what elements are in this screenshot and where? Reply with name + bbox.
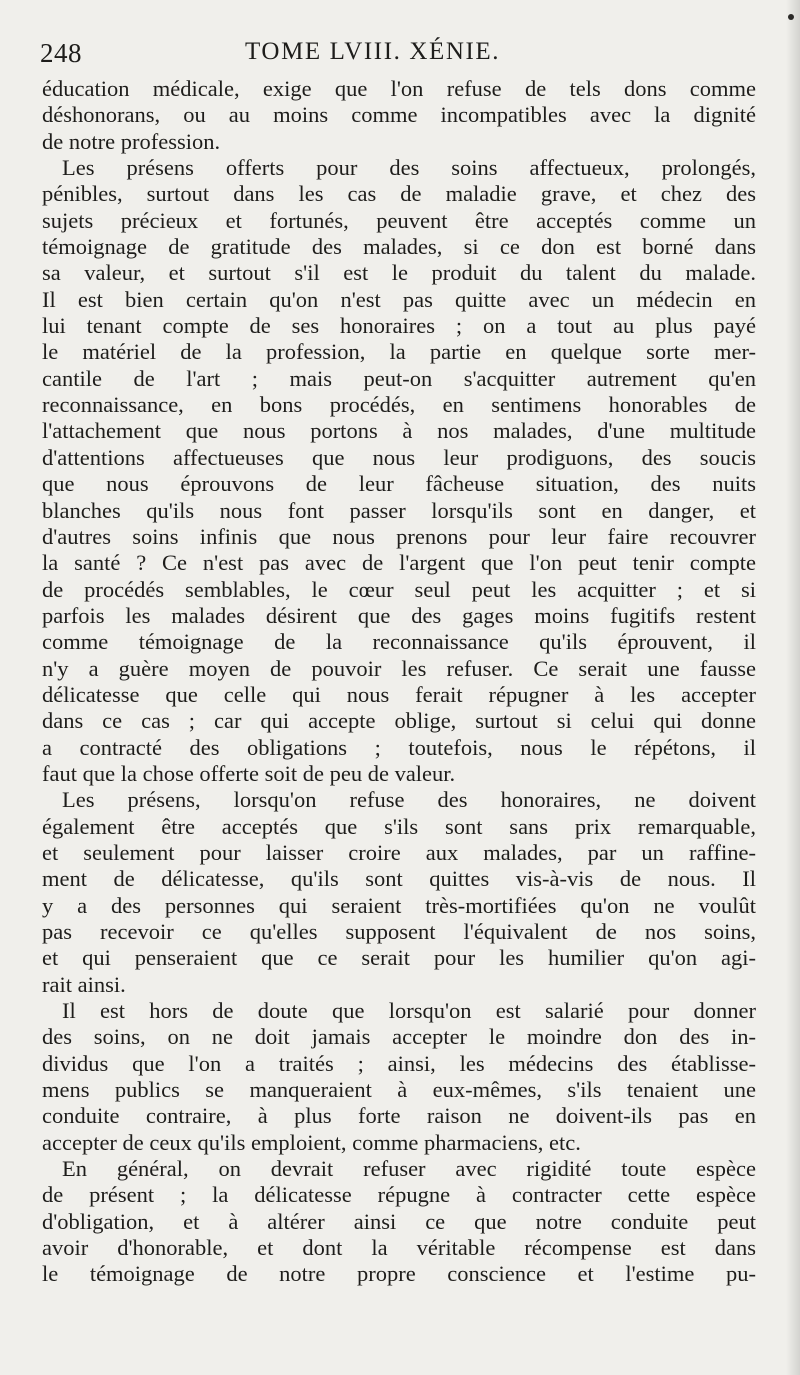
page-edge-shadow [786, 0, 800, 1375]
text-line: Il est bien certain qu'on n'est pas quitte avec un médecin en [42, 286, 756, 312]
text-line: d'obligation, et à altérer ainsi ce que notre conduite peut [42, 1208, 756, 1234]
paragraph-first-line: Les présens, lorsqu'on refuse des honoraires, ne doivent [62, 787, 756, 813]
text-line: n'y a guère moyen de pouvoir les refuser. Ce serait une fausse [42, 655, 756, 681]
text-line: d'autres soins infinis que nous prenons pour leur faire recouvrer [42, 523, 756, 549]
paragraph-first-line: Il est hors de doute que lorsqu'on est salarié pour donner [62, 998, 756, 1024]
body-text [42, 76, 756, 1288]
text-line: l'attachement que nous portons à nos malades, d'une multitude [42, 418, 756, 444]
text-line: le témoignage de notre propre conscience et l'estime pu- [42, 1261, 756, 1287]
running-title: TOME LVIII. XÉNIE. [245, 38, 501, 65]
text-line: témoignage de gratitude des malades, si ce don est borné dans [42, 234, 756, 260]
text-line: accepter de ceux qu'ils emploient, comme pharmaciens, etc. [42, 1129, 581, 1155]
text-line: des soins, on ne doit jamais accepter le moindre don des in- [42, 1024, 756, 1050]
text-line: parfois les malades désirent que des gages moins fugitifs restent [42, 602, 756, 628]
paragraph-first-line: En général, on devrait refuser avec rigidité toute espèce [62, 1156, 756, 1182]
text-line: y a des personnes qui seraient très-mortifiées qu'on ne voulût [42, 892, 756, 918]
text-line: dans ce cas ; car qui accepte oblige, surtout si celui qui donne [42, 708, 756, 734]
text-line: pénibles, surtout dans les cas de maladie grave, et chez des [42, 181, 756, 207]
text-line: que nous éprouvons de leur fâcheuse situation, des nuits [42, 471, 756, 497]
text-line: éducation médicale, exige que l'on refuse de tels dons comme [42, 76, 756, 101]
text-line: de procédés semblables, le cœur seul peut les acquitter ; et si [42, 576, 756, 602]
text-line: comme témoignage de la reconnaissance qu'ils éprouvent, il [42, 629, 756, 655]
text-line: pas recevoir ce qu'elles supposent l'équivalent de nos soins, [42, 919, 756, 944]
text-line: déshonorans, ou au moins comme incompatibles avec la dignité [42, 102, 756, 128]
text-line: sa valeur, et surtout s'il est le produit du talent du malade. [42, 260, 756, 286]
edge-mark [788, 14, 794, 20]
page-header [40, 38, 752, 72]
text-line: ment de délicatesse, qu'ils sont quittes vis-à-vis de nous. Il [42, 866, 756, 892]
text-line: le matériel de la profession, la partie en quelque sorte mer- [42, 339, 756, 365]
text-line: cantile de l'art ; mais peut-on s'acquitter autrement qu'en [42, 365, 756, 391]
text-line: de notre profession. [42, 128, 221, 154]
text-line: a contracté des obligations ; toutefois, nous le répétons, il [42, 734, 756, 760]
text-line: avoir d'honorable, et dont la véritable récompense est dans [42, 1235, 756, 1261]
text-line: également être acceptés que s'ils sont sans prix remarquable, [42, 813, 756, 839]
text-line: la santé ? Ce n'est pas avec de l'argent que l'on peut tenir compte [42, 550, 756, 576]
text-line: lui tenant compte de ses honoraires ; on a tout au plus payé [42, 313, 756, 339]
text-line: reconnaissance, en bons procédés, en sentimens honorables de [42, 392, 756, 418]
text-line: conduite contraire, à plus forte raison ne doivent-ils pas en [42, 1103, 756, 1129]
text-line: blanches qu'ils nous font passer lorsqu'ils sont en danger, et [42, 497, 756, 523]
text-line: et qui penseraient que ce serait pour les humilier qu'on agi- [42, 945, 756, 971]
text-line: et seulement pour laisser croire aux malades, par un raffine- [42, 839, 756, 865]
text-line: délicatesse que celle qui nous ferait répugner à les accepter [42, 681, 756, 707]
text-line: de présent ; la délicatesse répugne à contracter cette espèce [42, 1182, 756, 1208]
text-line: d'attentions affectueuses que nous leur prodiguons, des soucis [42, 444, 756, 470]
page-number: 248 [40, 38, 82, 68]
text-line: dividus que l'on a traités ; ainsi, les médecins des établisse- [42, 1050, 756, 1076]
text-line: mens publics se manqueraient à eux-mêmes, s'ils tenaient une [42, 1077, 756, 1103]
text-line: sujets précieux et fortunés, peuvent être acceptés comme un [42, 207, 756, 233]
paragraph-first-line: Les présens offerts pour des soins affectueux, prolongés, [62, 155, 756, 181]
text-line: rait ainsi. [42, 971, 126, 997]
text-line: faut que la chose offerte soit de peu de valeur. [42, 760, 456, 786]
